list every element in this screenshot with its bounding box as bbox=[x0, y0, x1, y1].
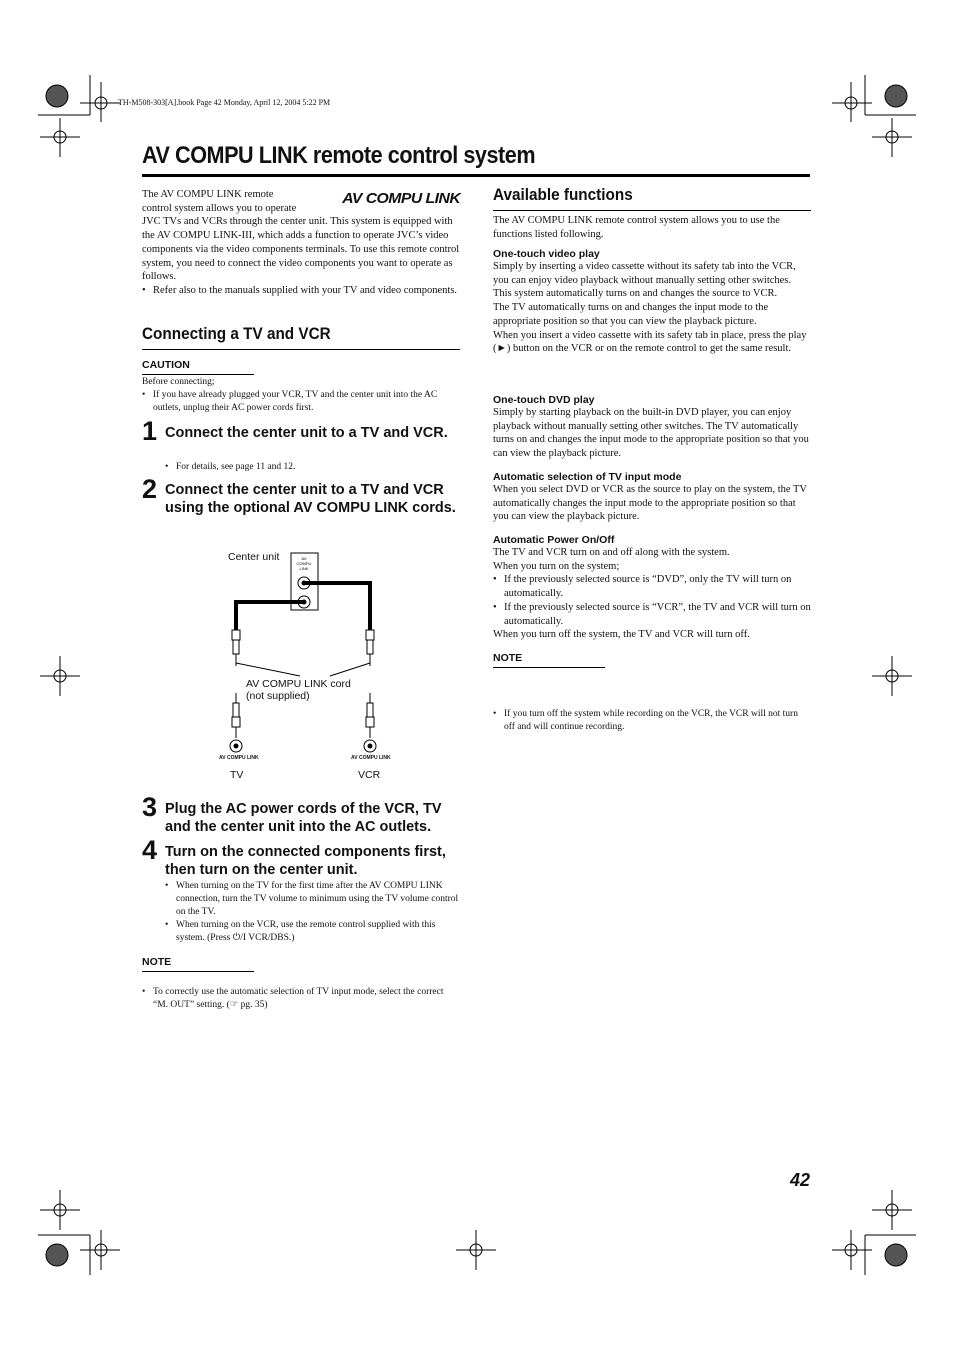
page-title: AV COMPU LINK remote control system bbox=[142, 142, 536, 169]
power-para-2: When you turn on the system; bbox=[493, 560, 620, 572]
cable-vcr bbox=[304, 583, 370, 630]
svg-text:COMPU: COMPU bbox=[296, 561, 312, 566]
step-1-number: 1 bbox=[142, 416, 158, 446]
caution-bullet: • If you have already plugged your VCR, TV and the center unit into the AC outlets, unplug their AC power cords first. bbox=[142, 389, 460, 415]
step-2-text: Connect the center unit to a TV and VCR using the optional AV COMPU LINK cords. bbox=[165, 482, 456, 516]
step-1-text: Connect the center unit to a TV and VCR. bbox=[165, 425, 448, 441]
cord-label bbox=[246, 678, 351, 702]
available-rule bbox=[493, 210, 811, 211]
note-label-right: NOTE bbox=[493, 652, 523, 664]
note-label-left: NOTE bbox=[142, 956, 172, 968]
video-play-para-3: When you insert a video cassette with its safety tab in place, press the play (►) button on the VCR or on the remote control to get the same result. bbox=[493, 329, 807, 355]
crop-target-icon bbox=[885, 1244, 907, 1266]
step-4-text: Turn on the connected components first, then turn on the center unit. bbox=[165, 844, 446, 878]
step-1-bullet: • For details, see page 11 and 12. bbox=[165, 461, 466, 474]
crop-target-icon bbox=[46, 85, 68, 107]
power-para-1: The TV and VCR turn on and off along with the system. bbox=[493, 547, 730, 558]
file-info-header: TH-M508-303[A].book Page 42 Monday, April 12, 2004 5:22 PM bbox=[118, 98, 331, 107]
video-play-title: One-touch video play bbox=[493, 248, 600, 260]
svg-text:LINK: LINK bbox=[299, 566, 309, 571]
jack-label: AV bbox=[301, 556, 307, 561]
cable-tv bbox=[236, 602, 304, 630]
crop-target-icon bbox=[885, 85, 907, 107]
note-rule-left bbox=[142, 971, 254, 972]
center-unit-label: Center unit bbox=[228, 551, 280, 563]
title-rule bbox=[142, 174, 810, 177]
video-play-para-1: Simply by inserting a video cassette without its safety tab into the VCR, you can enjoy video playback without manually setting other switches. This system automatically turns on and changes the source to VCR. bbox=[493, 261, 796, 300]
vcr-label: VCR bbox=[358, 769, 381, 781]
step-4-bullet-1: • When turning on the TV for the first time after the AV COMPU LINK connection, turn the TV volume to minimum using the TV volume control on the TV. bbox=[165, 880, 460, 919]
caution-label: CAUTION bbox=[142, 359, 190, 371]
tv-port-label: AV COMPU LINK bbox=[219, 755, 259, 761]
tv-input-para: When you select DVD or VCR as the source to play on the system, the TV automatically changes the input mode to the appropriate position so that you can view the playback picture. bbox=[493, 484, 807, 523]
intro-bullet: • Refer also to the manuals supplied with your TV and video components. bbox=[142, 284, 460, 298]
note-bullet-right: • If you turn off the system while recording on the VCR, the VCR will not turn off and will continue recording. bbox=[493, 708, 811, 734]
available-intro: The AV COMPU LINK remote control system allows you to use the functions listed following. bbox=[493, 215, 780, 240]
tv-input-section bbox=[493, 471, 811, 524]
cord-label-line-1: AV COMPU LINK cord bbox=[246, 678, 351, 690]
crop-target-icon bbox=[46, 1244, 68, 1266]
intro-line-2: control system allows you to operate bbox=[142, 202, 297, 214]
video-play-para-2: The TV automatically turns on and changes the input mode to the appropriate position so that you can view the playback picture. bbox=[493, 302, 769, 327]
available-heading: Available functions bbox=[493, 185, 633, 204]
note-bullet-left: • To correctly use the automatic selection of TV input mode, select the correct “M. OUT” setting. (☞ pg. 35) bbox=[142, 986, 460, 1012]
video-play-section bbox=[493, 248, 811, 356]
dvd-play-section bbox=[493, 394, 811, 461]
connection-diagram bbox=[220, 548, 420, 768]
tv-label: TV bbox=[230, 769, 244, 781]
before-connecting: Before connecting; bbox=[142, 377, 215, 387]
av-compu-link-logo: AV COMPU LINK bbox=[342, 190, 461, 207]
power-para-3: When you turn off the system, the TV and VCR will turn off. bbox=[493, 629, 750, 641]
caution-text bbox=[142, 376, 460, 415]
power-bullet-1: • If the previously selected source is “DVD”, only the TV will turn on automatically. bbox=[493, 573, 811, 600]
intro-line-1: The AV COMPU LINK remote bbox=[142, 189, 274, 200]
connecting-heading: Connecting a TV and VCR bbox=[142, 324, 331, 343]
tv-input-title: Automatic selection of TV input mode bbox=[493, 471, 682, 483]
step-4-number: 4 bbox=[142, 835, 158, 865]
note-rule-right bbox=[493, 667, 605, 668]
intro-rest: JVC TVs and VCRs through the center unit. This system is equipped with the AV COMPU LINK-III, which adds a function to operate JVC’s video components via the video components terminals. To use this remote control system, you need to connect the video components you want to operate as follows. bbox=[142, 216, 460, 283]
power-section bbox=[493, 534, 811, 642]
step-3-text: Plug the AC power cords of the VCR, TV and the center unit into the AC outlets. bbox=[165, 801, 442, 835]
cord-label-line-2: (not supplied) bbox=[246, 690, 310, 702]
page-number: 42 bbox=[790, 1170, 811, 1190]
vcr-port-label: AV COMPU LINK bbox=[351, 755, 391, 761]
power-bullet-2: • If the previously selected source is “VCR”, the TV and VCR will turn on automatically. bbox=[493, 601, 811, 628]
intro-paragraph bbox=[142, 188, 460, 298]
step-4-bullets bbox=[165, 880, 460, 945]
step-3-number: 3 bbox=[142, 792, 158, 822]
power-title: Automatic Power On/Off bbox=[493, 534, 615, 546]
dvd-play-title: One-touch DVD play bbox=[493, 394, 595, 406]
connecting-rule bbox=[142, 349, 460, 350]
step-2-number: 2 bbox=[142, 474, 158, 504]
dvd-play-para: Simply by starting playback on the built-in DVD player, you can enjoy playback without manually setting other switches. The TV automatically turns on and changes the input mode to the appropriate position so that you can view the playback picture. bbox=[493, 407, 809, 460]
step-4-bullet-2: • When turning on the VCR, use the remote control supplied with this system. (Press ⏻/I VCR/DBS.) bbox=[165, 919, 460, 945]
caution-rule bbox=[142, 374, 254, 375]
